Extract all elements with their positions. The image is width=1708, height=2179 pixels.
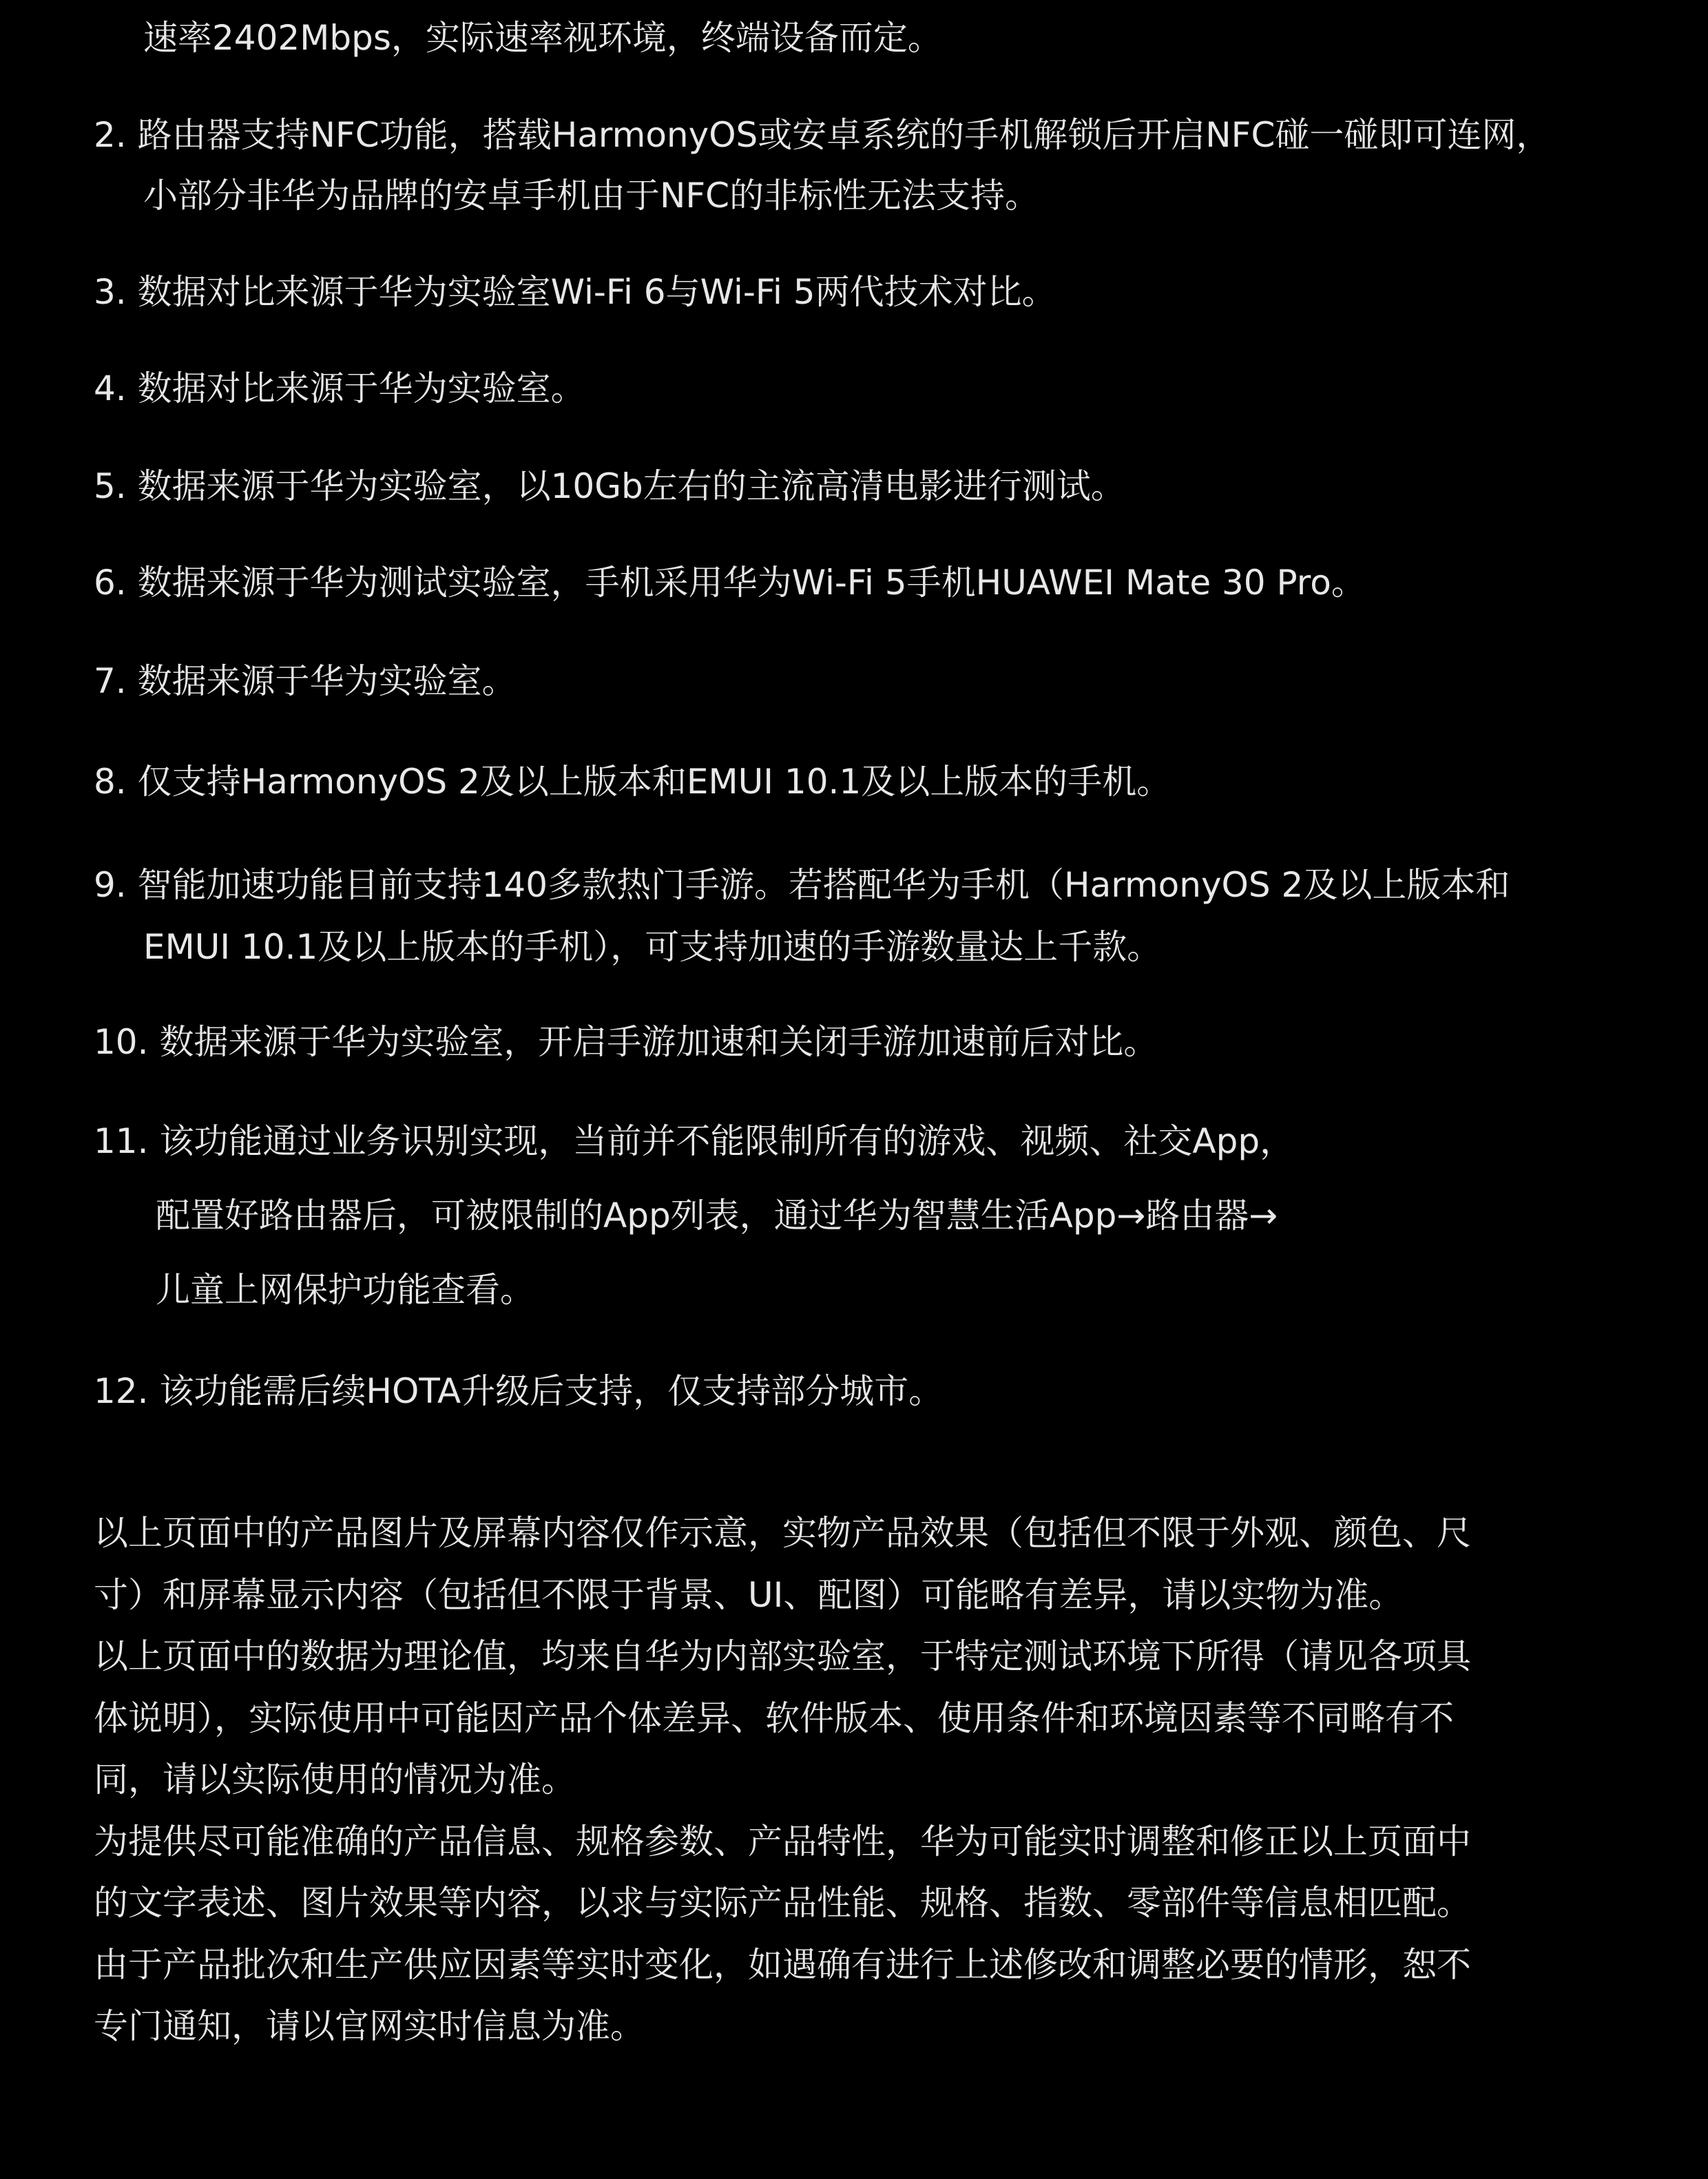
note-12-line-1 xyxy=(94,1367,943,1415)
note-6-number: 6. xyxy=(94,563,127,603)
note-10-number: 10. xyxy=(94,1022,149,1062)
note-2-text: 路由器支持NFC功能，搭载HarmonyOS或安卓系统的手机解锁后开启NFC碰一碰即可连网， xyxy=(137,115,1551,155)
note-3-line-1 xyxy=(94,268,1056,316)
note-11-line-2: 配置好路由器后，可被限制的App列表，通过华为智慧生活App→路由器→ xyxy=(156,1196,1278,1236)
note-5-number: 5. xyxy=(94,466,127,506)
note-11-line-3: 儿童上网保护功能查看。 xyxy=(156,1270,534,1310)
note-12-number: 12. xyxy=(94,1371,149,1411)
note-9-line-2: EMUI 10.1及以上版本的手机），可支持加速的手游数量达上千款。 xyxy=(143,927,1162,967)
disclaimer-line: 专门通知，请以官网实时信息为准。 xyxy=(94,2006,645,2046)
disclaimer-line: 以上页面中的产品图片及屏幕内容仅作示意，实物产品效果（包括但不限于外观、颜色、尺 xyxy=(94,1513,1471,1553)
note-6-line-1 xyxy=(94,559,1366,607)
note-8-text: 仅支持HarmonyOS 2及以上版本和EMUI 10.1及以上版本的手机。 xyxy=(137,762,1171,802)
note-12-text: 该功能需后续HOTA升级后支持，仅支持部分城市。 xyxy=(159,1371,944,1411)
note-4-text: 数据对比来源于华为实验室。 xyxy=(137,368,585,408)
note-4-number: 4. xyxy=(94,368,127,408)
disclaimer-line: 同，请以实际使用的情况为准。 xyxy=(94,1760,576,1800)
note-6-text: 数据来源于华为测试实验室，手机采用华为Wi-Fi 5手机HUAWEI Mate 30 Pro。 xyxy=(137,563,1366,603)
disclaimer-line: 由于产品批次和生产供应因素等实时变化，如遇确有进行上述修改和调整必要的情形，恕不 xyxy=(94,1944,1471,1985)
note-7-line-1 xyxy=(94,657,517,705)
note-10-line-1 xyxy=(94,1018,1158,1066)
note-9-line-1 xyxy=(94,861,1510,909)
note-7-text: 数据来源于华为实验室。 xyxy=(137,661,517,701)
note-7-number: 7. xyxy=(94,661,127,701)
note-10-text: 数据来源于华为实验室，开启手游加速和关闭手游加速前后对比。 xyxy=(159,1022,1158,1062)
note-3-number: 3. xyxy=(94,272,127,312)
note-5-line-1 xyxy=(94,462,1125,510)
note-11-number: 11. xyxy=(94,1121,149,1161)
note-2-number: 2. xyxy=(94,115,127,155)
note-5-text: 数据来源于华为实验室，以10Gb左右的主流高清电影进行测试。 xyxy=(137,466,1125,506)
note-11-line-1 xyxy=(94,1117,1294,1165)
disclaimer-line: 体说明），实际使用中可能因产品个体差异、软件版本、使用条件和环境因素等不同略有不 xyxy=(94,1698,1454,1738)
disclaimer-line: 寸）和屏幕显示内容（包括但不限于背景、UI、配图）可能略有差异，请以实物为准。 xyxy=(94,1574,1404,1615)
note-4-line-1 xyxy=(94,364,585,413)
disclaimer-line: 以上页面中的数据为理论值，均来自华为内部实验室，于特定测试环境下所得（请见各项具 xyxy=(94,1636,1471,1676)
note-11-text: 该功能通过业务识别实现，当前并不能限制所有的游戏、视频、社交App， xyxy=(159,1121,1295,1161)
note-1-line-1: 速率2402Mbps，实际速率视环境，终端设备而定。 xyxy=(143,18,942,58)
note-9-text: 智能加速功能目前支持140多款热门手游。若搭配华为手机（HarmonyOS 2及以上版本和 xyxy=(137,865,1510,905)
disclaimer-line: 的文字表述、图片效果等内容，以求与实际产品性能、规格、指数、零部件等信息相匹配。 xyxy=(94,1883,1471,1923)
note-8-line-1 xyxy=(94,758,1171,806)
note-2-line-2: 小部分非华为品牌的安卓手机由于NFC的非标性无法支持。 xyxy=(143,176,1040,216)
disclaimer-line: 为提供尽可能准确的产品信息、规格参数、产品特性，华为可能实时调整和修正以上页面中 xyxy=(94,1821,1471,1862)
note-8-number: 8. xyxy=(94,762,127,802)
note-9-number: 9. xyxy=(94,865,127,905)
note-2-line-1 xyxy=(94,111,1550,159)
disclaimer-paragraph xyxy=(94,1503,1574,2058)
note-3-text: 数据对比来源于华为实验室Wi-Fi 6与Wi-Fi 5两代技术对比。 xyxy=(137,272,1056,312)
